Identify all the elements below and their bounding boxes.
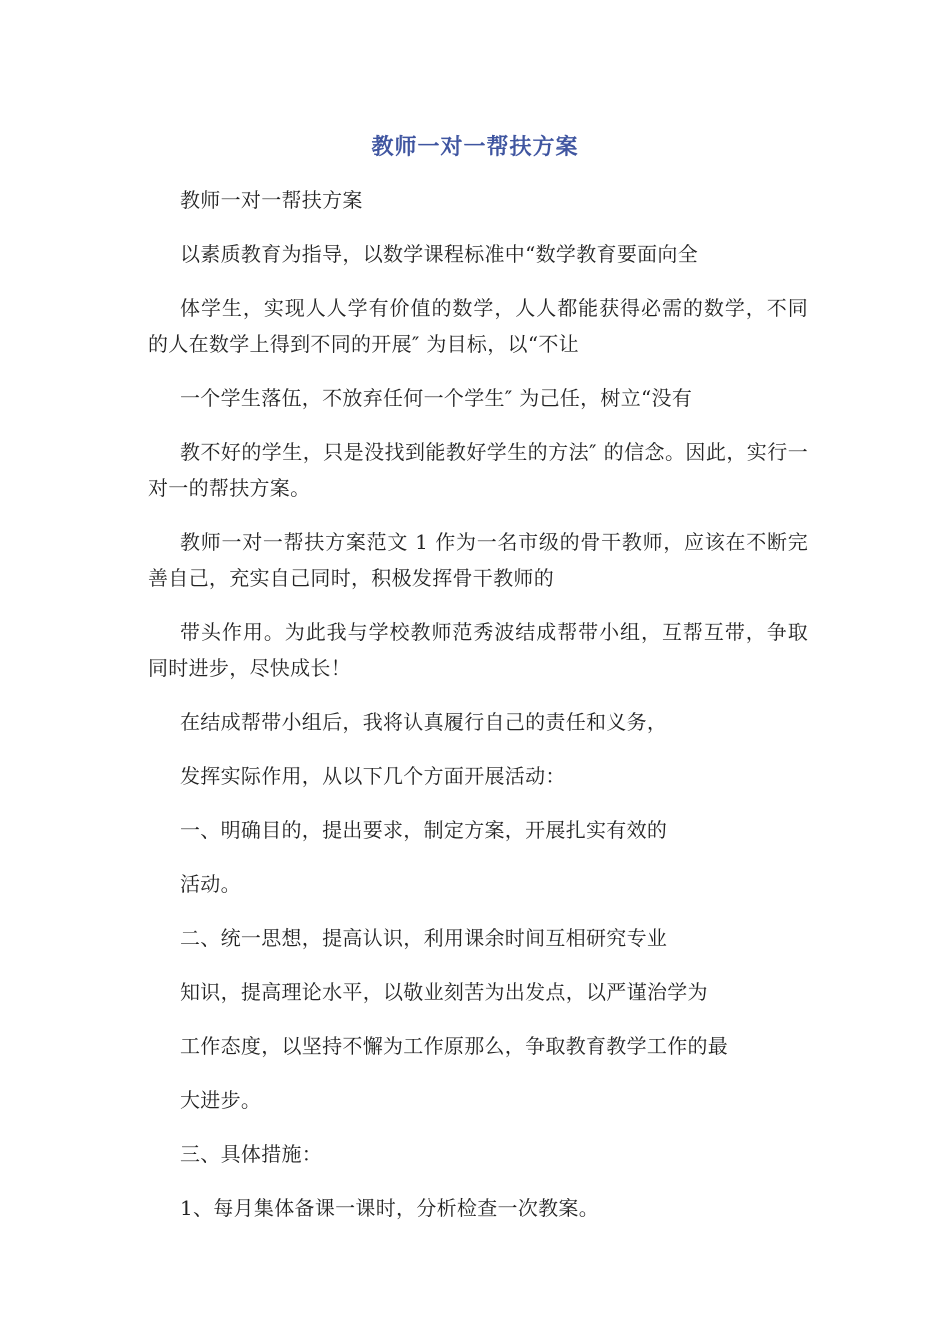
paragraph: 在结成帮带小组后，我将认真履行自己的责任和义务，: [180, 710, 668, 734]
paragraph: 活动。: [180, 872, 241, 896]
paragraph: 知识，提高理论水平，以敬业刻苦为出发点，以严谨治学为: [180, 980, 708, 1004]
paragraph: 以素质教育为指导，以数学课程标准中“数学教育要面向全: [180, 242, 699, 266]
paragraph: 大进步。: [180, 1088, 262, 1112]
paragraph: 体学生，实现人人学有价值的数学，人人都能获得必需的数学，不同的人在数学上得到不同的开展″ 为目标，以“不让: [148, 296, 808, 356]
paragraph: 一个学生落伍，不放弃任何一个学生″ 为己任，树立“没有: [180, 386, 693, 410]
paragraph: 一、明确目的，提出要求，制定方案，开展扎实有效的: [180, 818, 668, 842]
paragraph: 工作态度，以坚持不懈为工作原那么，争取教育教学工作的最: [180, 1034, 729, 1058]
paragraph: 1、每月集体备课一课时，分析检查一次教案。: [180, 1196, 600, 1220]
paragraph: 发挥实际作用，从以下几个方面开展活动：: [180, 764, 566, 788]
document-title: 教师一对一帮扶方案: [371, 135, 579, 160]
paragraph: 带头作用。为此我与学校教师范秀波结成帮带小组，互帮互带，争取同时进步，尽快成长！: [148, 620, 808, 680]
paragraph: 教不好的学生，只是没找到能教好学生的方法″ 的信念。因此，实行一对一的帮扶方案。: [148, 440, 808, 500]
paragraph: 教师一对一帮扶方案: [180, 188, 363, 212]
paragraph: 教师一对一帮扶方案范文 1 作为一名市级的骨干教师，应该在不断完善自己，充实自己同时，积极发挥骨干教师的: [148, 530, 808, 590]
paragraph: 三、具体措施：: [180, 1142, 323, 1166]
paragraph: 二、统一思想，提高认识，利用课余时间互相研究专业: [180, 926, 668, 950]
document-body: [148, 182, 808, 1244]
